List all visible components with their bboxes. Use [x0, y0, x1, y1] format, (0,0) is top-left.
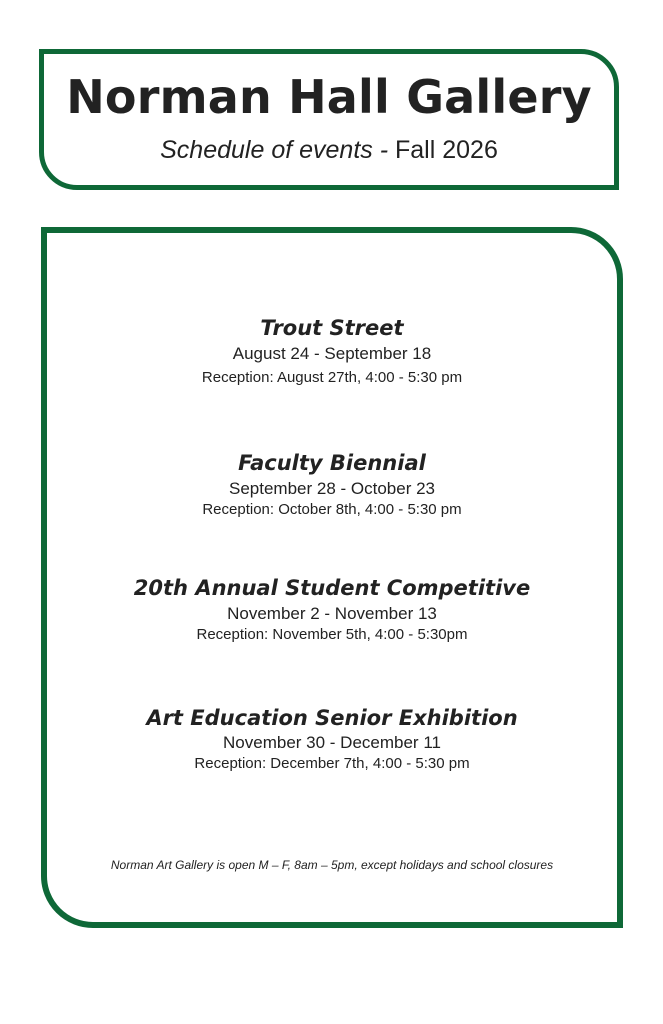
subtitle-prefix: Schedule of events -	[160, 136, 395, 164]
event-dates: September 28 - October 23	[228, 479, 435, 498]
event-reception: Reception: November 5th, 4:00 - 5:30pm	[196, 626, 468, 643]
event-item	[47, 315, 617, 388]
event-title: Trout Street	[260, 316, 404, 340]
event-dates: November 30 - December 11	[223, 733, 441, 752]
event-item	[47, 705, 617, 774]
event-dates: August 24 - September 18	[232, 344, 432, 363]
page-subtitle	[44, 138, 614, 163]
event-reception: Reception: December 7th, 4:00 - 5:30 pm	[194, 755, 470, 772]
subtitle-season: Fall 2026	[395, 136, 498, 164]
events-panel	[41, 227, 623, 928]
event-title: Faculty Biennial	[238, 451, 426, 475]
event-item	[47, 575, 617, 645]
page-title: Norman Hall Gallery	[66, 70, 592, 124]
gallery-hours-note: Norman Art Gallery is open M – F, 8am – 5pm, except holidays and school closures	[110, 858, 554, 872]
event-title: 20th Annual Student Competitive	[133, 576, 531, 600]
event-item	[47, 450, 617, 520]
event-dates: November 2 - November 13	[227, 604, 437, 623]
event-title: Art Education Senior Exhibition	[146, 706, 518, 730]
event-reception: Reception: August 27th, 4:00 - 5:30 pm	[201, 369, 463, 386]
header-panel	[39, 49, 619, 190]
event-reception: Reception: October 8th, 4:00 - 5:30 pm	[202, 501, 462, 518]
